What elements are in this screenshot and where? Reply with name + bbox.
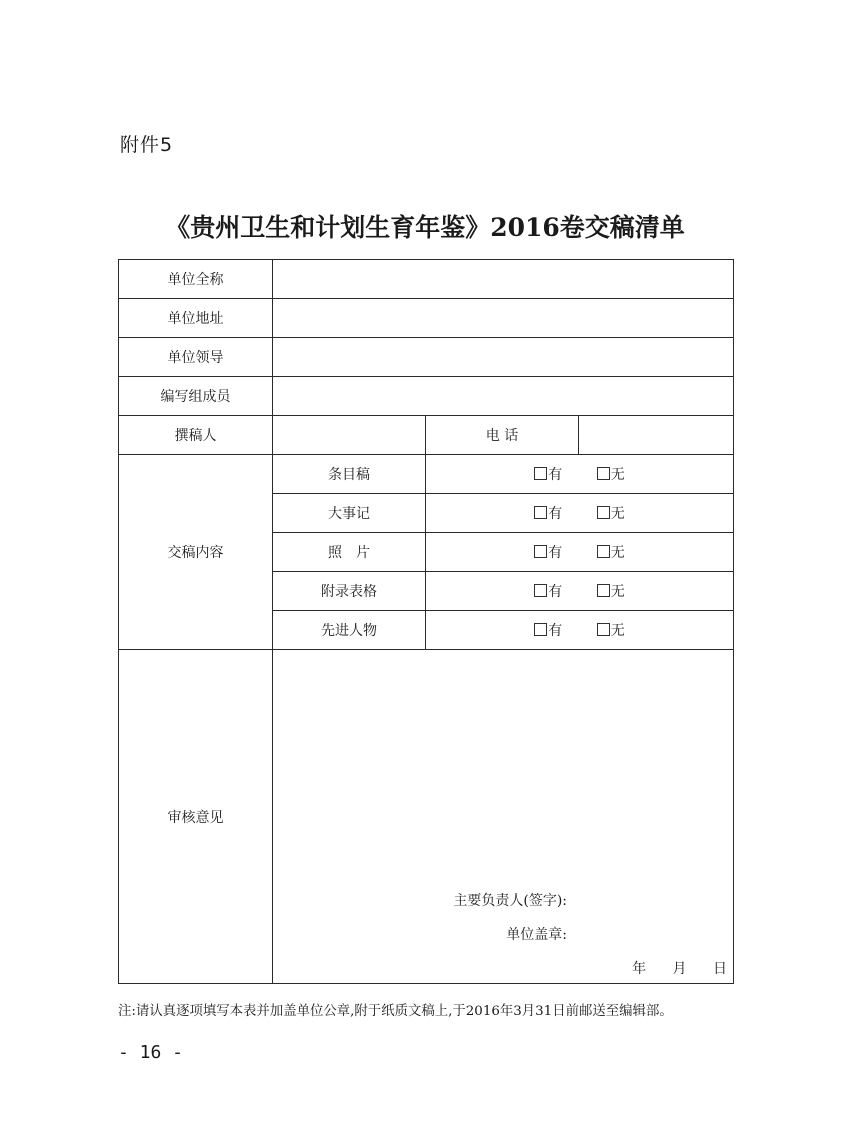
yes-label: 有 bbox=[548, 584, 563, 600]
review-label: 审核意见 bbox=[119, 650, 273, 984]
author-field[interactable] bbox=[273, 416, 426, 455]
phone-label: 电 话 bbox=[426, 416, 579, 455]
checkbox[interactable] bbox=[534, 623, 547, 636]
yes-option[interactable] bbox=[534, 581, 562, 601]
attachment-label: 附件5 bbox=[120, 134, 174, 156]
signer-label: 主要负责人(签字): bbox=[453, 893, 568, 909]
unit-address-field[interactable] bbox=[273, 299, 734, 338]
checkbox[interactable] bbox=[597, 467, 610, 480]
content-item-label: 先进人物 bbox=[273, 611, 426, 650]
no-option[interactable] bbox=[597, 620, 625, 640]
content-item-label: 大事记 bbox=[273, 494, 426, 533]
yes-label: 有 bbox=[548, 623, 563, 639]
no-label: 无 bbox=[610, 584, 625, 600]
table-row bbox=[119, 299, 734, 338]
yes-option[interactable] bbox=[534, 503, 562, 523]
footnote: 注:请认真逐项填写本表并加盖单位公章,附于纸质文稿上,于2016年3月31日前邮送至编辑部。 bbox=[118, 1004, 673, 1019]
checkbox[interactable] bbox=[597, 545, 610, 558]
checkbox[interactable] bbox=[534, 467, 547, 480]
date-label: 年 月 日 bbox=[632, 961, 728, 977]
unit-leader-label: 单位领导 bbox=[119, 338, 273, 377]
unit-name-label: 单位全称 bbox=[119, 260, 273, 299]
no-option[interactable] bbox=[597, 503, 625, 523]
review-field[interactable] bbox=[273, 650, 734, 984]
checkbox[interactable] bbox=[597, 506, 610, 519]
content-item-label: 附录表格 bbox=[273, 572, 426, 611]
yes-option[interactable] bbox=[534, 620, 562, 640]
checkbox[interactable] bbox=[534, 545, 547, 558]
yes-label: 有 bbox=[548, 467, 563, 483]
no-label: 无 bbox=[610, 506, 625, 522]
content-label: 交稿内容 bbox=[119, 455, 273, 650]
yes-option[interactable] bbox=[534, 464, 562, 484]
unit-address-label: 单位地址 bbox=[119, 299, 273, 338]
writing-members-field[interactable] bbox=[273, 377, 734, 416]
unit-leader-field[interactable] bbox=[273, 338, 734, 377]
checkbox[interactable] bbox=[597, 623, 610, 636]
submission-form-table bbox=[118, 259, 734, 984]
yes-label: 有 bbox=[548, 545, 563, 561]
table-row bbox=[119, 650, 734, 984]
checkbox[interactable] bbox=[534, 584, 547, 597]
content-item-label: 条目稿 bbox=[273, 455, 426, 494]
phone-field[interactable] bbox=[579, 416, 734, 455]
checkbox[interactable] bbox=[597, 584, 610, 597]
author-label: 撰稿人 bbox=[119, 416, 273, 455]
checkbox[interactable] bbox=[534, 506, 547, 519]
no-option[interactable] bbox=[597, 542, 625, 562]
seal-label: 单位盖章: bbox=[506, 927, 568, 943]
table-row bbox=[119, 260, 734, 299]
no-option[interactable] bbox=[597, 581, 625, 601]
writing-members-label: 编写组成员 bbox=[119, 377, 273, 416]
no-label: 无 bbox=[610, 623, 625, 639]
yes-option[interactable] bbox=[534, 542, 562, 562]
table-row bbox=[119, 416, 734, 455]
table-row bbox=[119, 377, 734, 416]
no-label: 无 bbox=[610, 545, 625, 561]
no-option[interactable] bbox=[597, 464, 625, 484]
document-title: 《贵州卫生和计划生育年鉴》2016卷交稿清单 bbox=[165, 213, 685, 242]
unit-name-field[interactable] bbox=[273, 260, 734, 299]
yes-label: 有 bbox=[548, 506, 563, 522]
content-item-label: 照 片 bbox=[273, 533, 426, 572]
page-number: - 16 - bbox=[118, 1042, 184, 1063]
no-label: 无 bbox=[610, 467, 625, 483]
table-row bbox=[119, 338, 734, 377]
table-row bbox=[119, 455, 734, 494]
